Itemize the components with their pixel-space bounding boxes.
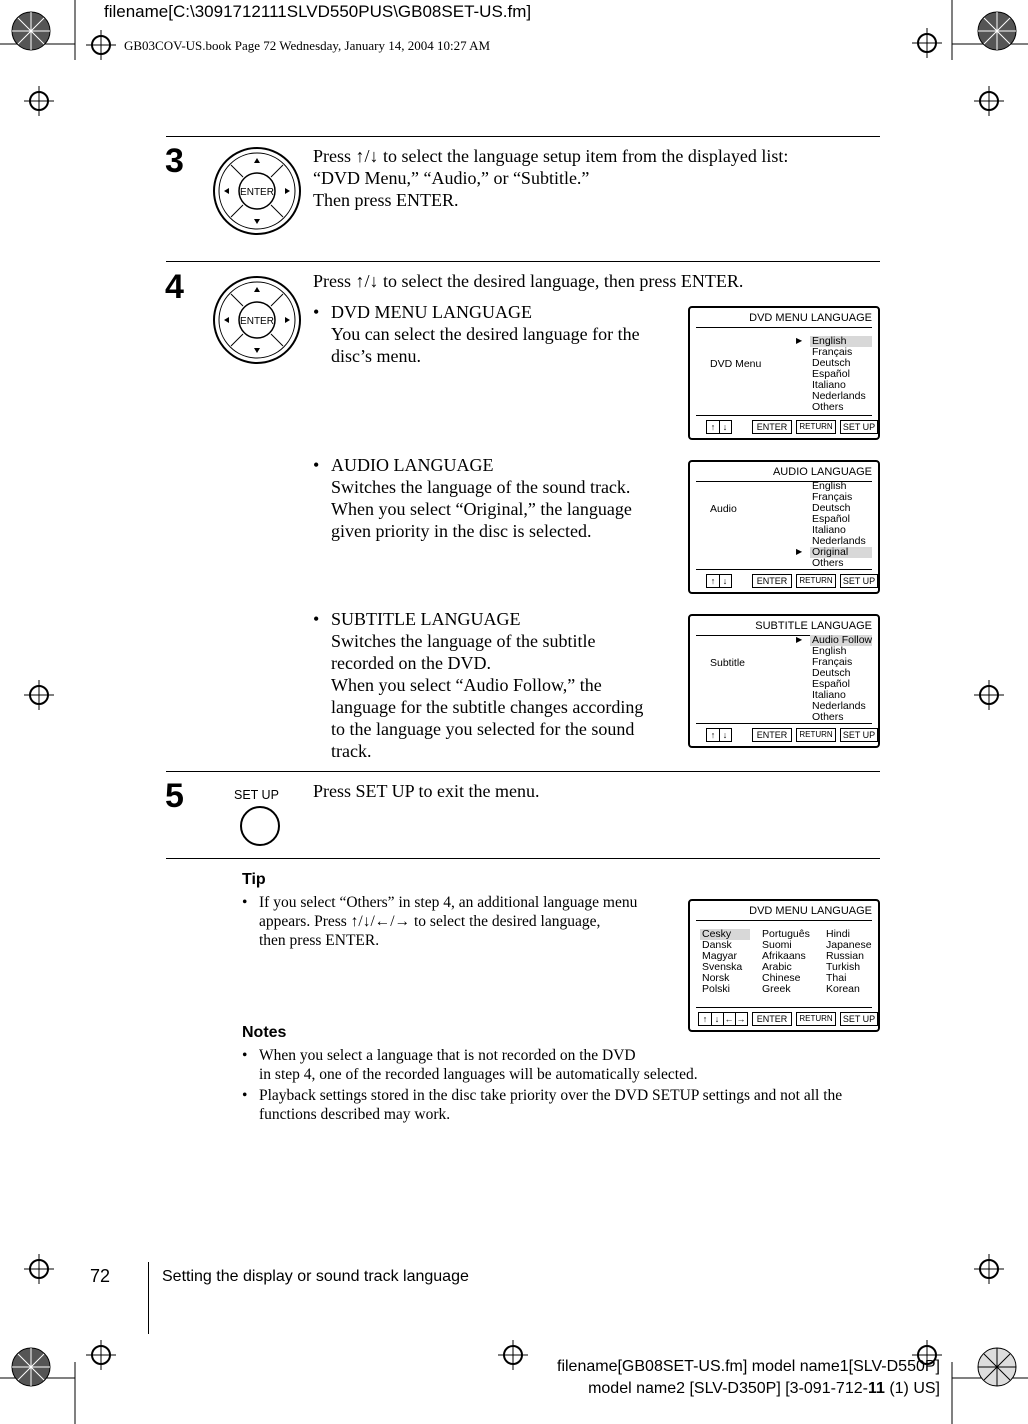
step-3-line: Then press ENTER. [313, 190, 459, 210]
bullet-dot: • [242, 1087, 248, 1104]
bullet-dot: • [313, 302, 320, 322]
osd-divider [696, 415, 872, 416]
osd-option: Italiano [812, 524, 846, 536]
step-5-number: 5 [165, 777, 184, 815]
step-3-line: “DVD Menu,” “Audio,” or “Subtitle.” [313, 168, 590, 188]
up-arrow-icon: ↑ [708, 729, 720, 741]
osd-grid-column [700, 929, 750, 995]
registration-target-icon [86, 30, 116, 60]
footer-revision: 11 [867, 1380, 885, 1397]
bullet-line: language for the subtitle changes according [331, 697, 644, 717]
osd-option: Audio Follow [812, 634, 873, 646]
registration-target-icon [974, 86, 1004, 116]
osd-option: Deutsch [812, 667, 851, 679]
osd-grid-column [760, 929, 822, 995]
osd-option: Norsk [702, 972, 730, 984]
remote-dpad-enter-icon [212, 275, 302, 365]
osd-option: Afrikaans [762, 950, 806, 962]
osd-option: Italiano [812, 379, 846, 391]
osd-divider [696, 920, 872, 921]
osd-option: Dansk [702, 939, 732, 951]
footer-filename [557, 1356, 940, 1400]
osd-option: Deutsch [812, 357, 851, 369]
bullet-line: track. [331, 741, 372, 761]
osd-option: Français [812, 491, 853, 503]
note-line: When you select a language that is not recorded on the DVD [259, 1047, 636, 1064]
starburst-mark-icon [976, 10, 1018, 52]
bullet-dot: • [242, 894, 248, 911]
osd-button-bar [696, 728, 874, 742]
bullet-heading: AUDIO LANGUAGE [331, 455, 494, 475]
bullet-line: given priority in the disc is selected. [331, 521, 592, 541]
registration-target-icon [24, 680, 54, 710]
osd-divider [696, 1007, 872, 1008]
starburst-mark-icon [10, 10, 52, 52]
registration-target-icon [24, 86, 54, 116]
osd-option: Russian [826, 950, 864, 962]
footer-region-text: (1) US] [884, 1380, 940, 1397]
osd-option: Others [812, 557, 844, 569]
starburst-mark-icon [976, 1346, 1018, 1388]
osd-option: Português [762, 928, 810, 940]
osd-setting-label: Subtitle [710, 657, 746, 669]
note-item [242, 1086, 879, 1124]
osd-divider [696, 327, 872, 328]
bullet-line: Switches the language of the subtitle [331, 631, 596, 651]
registration-target-icon [498, 1340, 528, 1370]
osd-option: Italiano [812, 689, 846, 701]
bullet-heading: SUBTITLE LANGUAGE [331, 609, 521, 629]
registration-target-icon [912, 28, 942, 58]
registration-target-icon [86, 1340, 116, 1370]
osd-arrow-keys [706, 420, 732, 434]
osd-option: Español [812, 368, 850, 380]
osd-option: Polski [702, 983, 731, 995]
remote-dpad-enter-icon [212, 146, 302, 236]
divider [166, 136, 880, 137]
osd-return-key: RETURN [796, 1012, 836, 1026]
osd-button-bar [696, 574, 874, 588]
osd-option: Cesky [700, 929, 750, 940]
osd-enter-key: ENTER [752, 728, 792, 742]
osd-setup-key: SET UP [840, 728, 878, 742]
bullet-dot: • [242, 1047, 248, 1064]
tip-item [242, 893, 679, 950]
osd-others-language [688, 899, 880, 1032]
osd-enter-key: ENTER [752, 420, 792, 434]
footer-separator [148, 1262, 149, 1334]
osd-return-key: RETURN [796, 728, 836, 742]
osd-button-bar [696, 1012, 874, 1026]
bullet-dot: • [313, 609, 320, 629]
osd-option: Arabic [762, 961, 792, 973]
osd-options [810, 481, 872, 569]
osd-title: DVD MENU LANGUAGE [749, 905, 872, 917]
osd-option: Français [812, 346, 853, 358]
bullet-line: recorded on the DVD. [331, 653, 491, 673]
note-line: functions described may work. [259, 1106, 451, 1123]
osd-divider [696, 723, 872, 724]
up-arrow-icon: ↑ [708, 575, 720, 587]
osd-option: Svenska [702, 961, 743, 973]
note-line: Playback settings stored in the disc take priority over the DVD SETUP settings and not all the [259, 1087, 843, 1104]
bullet-dvd-menu-language [313, 301, 661, 367]
osd-arrow-keys [706, 728, 732, 742]
bullet-audio-language [313, 454, 661, 542]
osd-enter-key: ENTER [752, 574, 792, 588]
osd-option: Nederlands [812, 390, 866, 402]
footer-file-line: filename[GB08SET-US.fm] model name1[SLV-D550P] [557, 1358, 940, 1375]
header-book-info: GB03COV-US.book Page 72 Wednesday, January 14, 2004 10:27 AM [124, 38, 491, 53]
note-item [242, 1046, 879, 1084]
osd-arrow-keys [698, 1012, 748, 1026]
osd-title: SUBTITLE LANGUAGE [755, 620, 872, 632]
page-number: 72 [90, 1266, 111, 1286]
osd-audio-language [688, 460, 880, 594]
svg-text:ENTER: ENTER [240, 187, 274, 198]
tip-line: then press ENTER. [259, 932, 380, 949]
osd-setup-key: SET UP [840, 1012, 878, 1026]
osd-option: English [810, 336, 872, 347]
osd-option: English [812, 645, 847, 657]
footer-file-line [557, 1378, 940, 1400]
page-section-title: Setting the display or sound track language [162, 1268, 469, 1285]
osd-option: Français [812, 656, 853, 668]
registration-target-icon [24, 1254, 54, 1284]
bullet-subtitle-language [313, 608, 671, 762]
bullet-line: Switches the language of the sound track. [331, 477, 631, 497]
osd-option: Español [812, 678, 850, 690]
osd-option: Japanese [826, 939, 872, 951]
osd-button-bar [696, 420, 874, 434]
up-arrow-icon: ↑ [700, 1013, 712, 1025]
osd-option: Others [812, 401, 844, 413]
step-5-text: Press SET UP to exit the menu. [313, 781, 540, 801]
divider [166, 858, 880, 859]
osd-pointer-icon: ▶ [796, 336, 803, 345]
osd-return-key: RETURN [796, 420, 836, 434]
osd-setup-key: SET UP [840, 574, 878, 588]
tip-heading: Tip [242, 871, 266, 888]
bullet-line: When you select “Audio Follow,” the [331, 675, 602, 695]
step-4-text: Press ↑/↓ to select the desired language, then press ENTER. [313, 271, 744, 291]
step-3-number: 3 [165, 142, 184, 180]
osd-option: Greek [762, 983, 791, 995]
down-arrow-icon: ↓ [722, 730, 728, 740]
osd-option: Korean [826, 983, 860, 995]
bullet-line: disc’s menu. [331, 346, 421, 366]
osd-options [810, 635, 872, 723]
osd-dvd-menu-language [688, 306, 880, 440]
setup-button-icon [240, 806, 280, 846]
bullet-line: to the language you selected for the sound [331, 719, 635, 739]
osd-setting-label: Audio [710, 503, 737, 515]
osd-option: Suomi [762, 939, 792, 951]
osd-grid-column [824, 929, 886, 995]
osd-arrow-keys [706, 574, 732, 588]
svg-text:ENTER: ENTER [240, 316, 274, 327]
osd-option: Español [812, 513, 850, 525]
step-3-line: Press ↑/↓ to select the language setup item from the displayed list: [313, 146, 789, 166]
osd-option: Chinese [762, 972, 801, 984]
divider [166, 261, 880, 262]
osd-option: Magyar [702, 950, 738, 962]
starburst-mark-icon [10, 1346, 52, 1388]
osd-option: Deutsch [812, 502, 851, 514]
osd-option: Hindi [826, 928, 850, 940]
down-arrow-icon: ↓ [722, 576, 728, 586]
setup-button-label: SET UP [234, 788, 279, 802]
osd-setting-label: DVD Menu [710, 358, 762, 370]
osd-option: Thai [826, 972, 847, 984]
osd-setup-key: SET UP [840, 420, 878, 434]
header-filename: filename[C:\3091712111SLVD550PUS\GB08SET-US.fm] [104, 2, 532, 21]
step-4-number: 4 [165, 268, 184, 306]
osd-option: Original [810, 547, 872, 558]
bullet-line: When you select “Original,” the language [331, 499, 632, 519]
osd-option: Nederlands [812, 700, 866, 712]
left-arrow-icon: ← [724, 1014, 734, 1024]
osd-enter-key: ENTER [752, 1012, 792, 1026]
osd-option: Nederlands [812, 535, 866, 547]
registration-target-icon [974, 680, 1004, 710]
down-arrow-icon: ↓ [722, 422, 728, 432]
osd-option: English [812, 480, 847, 492]
osd-return-key: RETURN [796, 574, 836, 588]
osd-divider [696, 569, 872, 570]
right-arrow-icon: → [736, 1014, 746, 1024]
tip-line: If you select “Others” in step 4, an additional language menu [259, 894, 638, 911]
tip-line: appears. Press ↑/↓/←/→ to select the desired language, [259, 913, 601, 930]
bullet-heading: DVD MENU LANGUAGE [331, 302, 532, 322]
up-arrow-icon: ↑ [708, 421, 720, 433]
osd-option: Others [812, 711, 844, 723]
step-3-text [313, 145, 873, 211]
osd-pointer-icon: ▶ [796, 547, 803, 556]
divider [166, 771, 880, 772]
footer-model-text: model name2 [SLV-D350P] [3-091-712- [588, 1380, 868, 1397]
osd-options [810, 336, 872, 413]
osd-pointer-icon: ▶ [796, 635, 803, 644]
down-arrow-icon: ↓ [712, 1013, 724, 1025]
registration-target-icon [974, 1254, 1004, 1284]
osd-title: DVD MENU LANGUAGE [749, 312, 872, 324]
note-line: in step 4, one of the recorded languages will be automatically selected. [259, 1066, 698, 1083]
bullet-line: You can select the desired language for the [331, 324, 640, 344]
notes-heading: Notes [242, 1024, 287, 1041]
osd-subtitle-language [688, 614, 880, 748]
bullet-dot: • [313, 455, 320, 475]
osd-option: Turkish [826, 961, 861, 973]
osd-title: AUDIO LANGUAGE [772, 466, 872, 478]
